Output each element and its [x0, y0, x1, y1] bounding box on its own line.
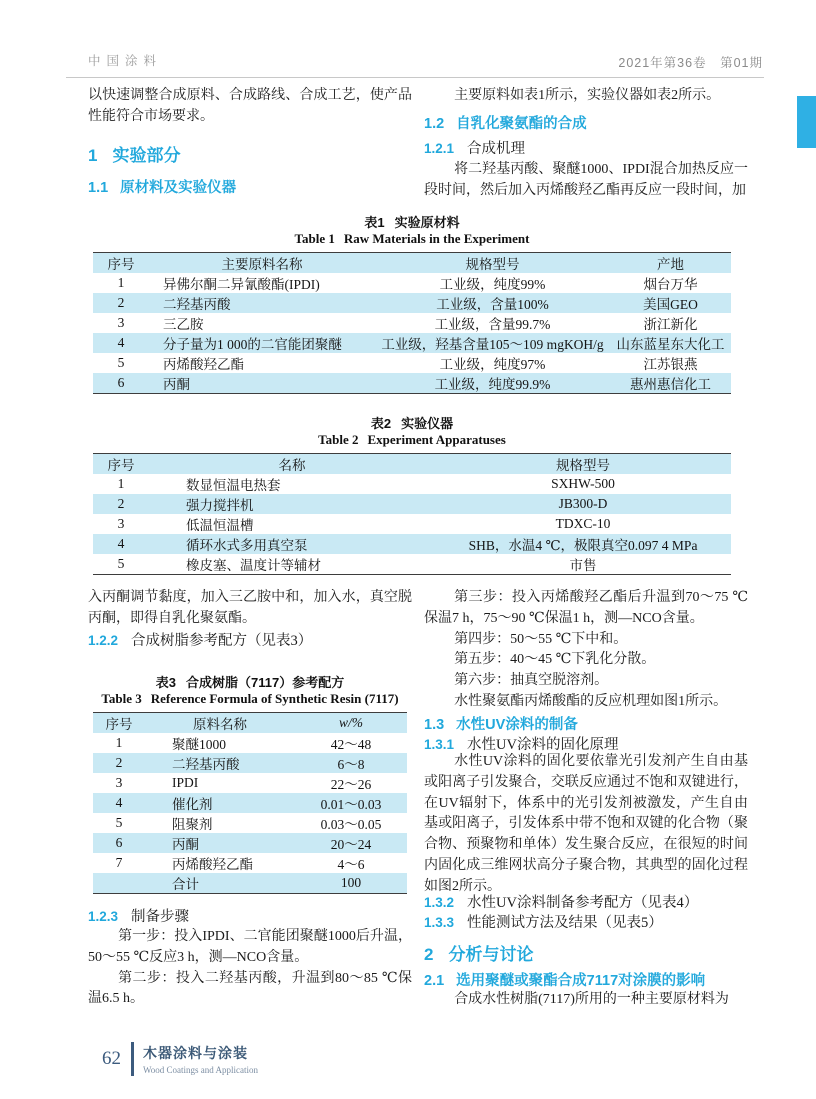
table-cell: 1	[117, 476, 125, 491]
table-cell	[93, 873, 145, 894]
section-title: 制备步骤	[131, 909, 190, 925]
table-row	[93, 293, 731, 313]
table-cell: 二羟基丙酸	[163, 297, 231, 312]
table-cell: JB300-D	[558, 496, 608, 511]
section-number: 1.3.2	[424, 895, 455, 910]
section-number: 1.2.2	[88, 633, 119, 648]
table-cell: 42～48	[330, 737, 372, 752]
section-2-heading	[424, 940, 748, 965]
table-row	[93, 494, 731, 514]
table-row	[93, 733, 407, 753]
table-header-cell: 原料名称	[193, 717, 247, 732]
table-row	[93, 514, 731, 534]
table-cell: 二羟基丙酸	[172, 757, 240, 772]
section-title: 性能测试方法及结果（见表5）	[467, 915, 663, 931]
table-caption-title: 实验仪器	[401, 416, 454, 431]
table-cell: 4	[117, 536, 125, 551]
materials-reference-paragraph	[424, 86, 748, 107]
data-table	[93, 712, 407, 894]
section-title: 自乳化聚氨酯的合成	[456, 116, 587, 132]
table-cell: 22～26	[330, 777, 372, 792]
paragraph: 主要原料如表1所示，实验仪器如表2所示。	[454, 88, 721, 103]
table-cell: 催化剂	[172, 797, 213, 812]
table-cell: 市售	[569, 558, 597, 573]
section-title: 实验部分	[112, 146, 181, 165]
table-cell: 美国GEO	[643, 297, 698, 312]
data-table	[93, 453, 731, 575]
table-cell: 6	[117, 375, 125, 390]
table-cell: 20～24	[330, 837, 372, 852]
table-cell: 工业级，羟基含量105～109 mgKOH/g	[381, 337, 604, 352]
issue-info: 2021年第36卷 第01期	[618, 56, 763, 70]
footer-section-title-en: Wood Coatings and Application	[143, 1065, 259, 1075]
step-paragraph: 第五步：40～45 ℃下乳化分散。	[454, 652, 656, 668]
table-cell: 4～6	[337, 857, 365, 872]
section-number: 1	[88, 146, 98, 165]
section-number: 1.3	[424, 717, 445, 733]
table-row	[93, 773, 407, 793]
footer-section-titles	[143, 1043, 258, 1075]
table-cell: 分子量为1 000的二官能团聚醚	[163, 337, 342, 352]
table2-caption-en	[93, 432, 731, 450]
table2-caption-cn	[93, 413, 731, 431]
table-cell: 异佛尔酮二异氰酸酯(IPDI)	[163, 277, 320, 292]
section-1-3-1-heading	[424, 733, 748, 754]
table-header-row	[93, 253, 731, 274]
table-cell: 强力搅拌机	[186, 498, 254, 513]
table-cell: 4	[117, 335, 125, 350]
table-row	[93, 273, 731, 293]
table-row	[93, 474, 731, 494]
table-cell: 阻聚剂	[172, 817, 213, 832]
table-header-cell: 主要原料名称	[221, 257, 303, 272]
step-paragraph: 第六步：抽真空脱溶剂。	[454, 673, 609, 689]
discussion-intro-paragraph	[424, 990, 748, 1011]
table-cell: 1	[115, 735, 123, 750]
table1-caption-en	[93, 231, 731, 249]
section-title: 水性UV涂料制备参考配方（见表4）	[467, 895, 699, 911]
table-cell: 循环水式多用真空泵	[186, 538, 308, 553]
table-cell: TDXC-10	[555, 516, 611, 531]
table-header-cell: 产地	[657, 257, 684, 272]
section-number: 1.2	[424, 116, 445, 132]
table-cell: 数显恒温电热套	[186, 478, 281, 493]
raw-materials-table	[93, 252, 731, 394]
table-header-row	[93, 454, 731, 475]
table1-block	[93, 212, 731, 394]
section-1-1-heading	[88, 176, 412, 197]
section-1-3-3-heading	[424, 911, 748, 932]
table-caption-label: 表1	[364, 215, 385, 230]
section-1-2-3-heading	[88, 905, 412, 926]
table-cell: 6	[115, 835, 123, 850]
table-cell: 丙烯酸羟乙酯	[172, 857, 253, 872]
table-cell: 低温恒温槽	[186, 518, 254, 533]
section-number: 1.3.3	[424, 915, 455, 930]
step-paragraph: 第二步：投入二羟基丙酸，升温到80～85 ℃保温6.5 h。	[88, 970, 412, 1007]
section-1-heading	[88, 141, 412, 166]
table-row	[93, 873, 407, 894]
table-cell: 5	[117, 556, 125, 571]
section-number: 2.1	[424, 973, 445, 989]
table3-block	[93, 672, 407, 894]
table-cell: 浙江新化	[643, 317, 698, 332]
table-caption-label: 表3	[155, 675, 177, 690]
section-title: 合成树脂参考配方（见表3）	[131, 633, 313, 649]
table-cell: 工业级，含量100%	[436, 297, 549, 312]
table-cell: 1	[117, 275, 125, 290]
table-cell: 6～8	[337, 757, 365, 772]
section-title: 合成机理	[467, 141, 526, 157]
table-caption-title: 合成树脂（7117）参考配方	[186, 675, 345, 690]
table3-caption-en	[93, 691, 407, 709]
table-cell: 2	[117, 295, 125, 310]
section-number: 1.2.3	[88, 909, 119, 924]
table-row	[93, 534, 731, 554]
procedure-steps-right	[424, 588, 748, 713]
table-caption-title: Reference Formula of Synthetic Resin (7117)	[150, 691, 399, 706]
page-number: 62	[102, 1048, 121, 1069]
table-caption-title: Raw Materials in the Experiment	[343, 231, 530, 246]
table-row	[93, 813, 407, 833]
table-caption-title: Experiment Apparatuses	[367, 432, 506, 447]
table-row	[93, 833, 407, 853]
table-header-cell: 名称	[278, 458, 306, 473]
table-cell: SXHW-500	[551, 476, 615, 491]
table-cell: 三乙胺	[163, 317, 204, 332]
table-cell: 丙酮	[172, 837, 199, 852]
table-cell: 3	[117, 315, 125, 330]
table-cell: 合计	[172, 877, 199, 892]
table2-block	[93, 413, 731, 575]
table-row	[93, 554, 731, 575]
table-cell: 烟台万华	[643, 277, 698, 292]
table-cell: 丙烯酸羟乙酯	[163, 357, 244, 372]
table-caption-label: Table 3	[101, 691, 142, 706]
formula-table	[93, 712, 407, 894]
intro-paragraph: 以快速调整合成原料、合成路线、合成工艺，使产品性能符合市场要求。	[88, 88, 412, 124]
issue-marker-block	[797, 96, 816, 148]
section-1-2-heading	[424, 112, 748, 133]
step-paragraph: 第四步：50～55 ℃下中和。	[454, 631, 628, 647]
table-header-cell: 序号	[105, 717, 133, 732]
table1-caption-cn	[93, 212, 731, 230]
section-1-3-2-heading	[424, 891, 748, 912]
table-cell: 工业级，纯度99%	[439, 277, 546, 292]
table-cell: 4	[115, 795, 123, 810]
table3-caption-cn	[93, 672, 407, 690]
footer-section-title-cn: 木器涂料与涂装	[143, 1045, 248, 1061]
section-number: 1.1	[88, 180, 109, 196]
table-cell: 5	[115, 815, 123, 830]
section-1-2-2-heading	[88, 629, 412, 650]
after-table2-paragraph: 入丙酮调节黏度，加入三乙胺中和，加入水，真空脱丙酮，即得自乳化聚氨酯。	[88, 590, 412, 626]
table-cell: 3	[115, 775, 123, 790]
table-cell: 山东蓝星东大化工	[616, 337, 725, 352]
section-title: 选用聚醚或聚酯合成7117对涂膜的影响	[456, 973, 706, 989]
table-row	[93, 353, 731, 373]
section-number: 1.2.1	[424, 141, 455, 156]
table-cell: 100	[340, 875, 362, 890]
section-title: 分析与讨论	[448, 945, 534, 964]
table-cell: 5	[117, 355, 125, 370]
mechanism-paragraph	[424, 160, 748, 202]
section-1-2-1-heading	[424, 137, 748, 158]
table-header-cell: 序号	[107, 458, 135, 473]
section-1-3-heading	[424, 713, 748, 734]
table-cell: 工业级，纯度99.9%	[434, 377, 551, 392]
table-cell: IPDI	[172, 775, 199, 790]
section-number: 1.3.1	[424, 737, 455, 752]
table-cell: 0.01～0.03	[320, 797, 382, 812]
section-title: 水性UV涂料的固化原理	[467, 737, 619, 753]
table-cell: 丙酮	[163, 377, 190, 392]
table-row	[93, 793, 407, 813]
table-row	[93, 753, 407, 773]
section-title: 水性UV涂料的制备	[456, 717, 578, 733]
table-row	[93, 333, 731, 353]
table-caption-label: Table 1	[294, 231, 335, 246]
header-rule	[66, 77, 764, 78]
footer-divider	[131, 1042, 134, 1076]
table-header-cell: w/%	[338, 715, 363, 730]
table-cell: 2	[117, 496, 125, 511]
table-cell: 7	[115, 855, 123, 870]
paragraph: 水性UV涂料的固化要依靠光引发剂产生自由基或阳离子引发聚合，交联反应通过不饱和双键进行，在UV辐射下，体系中的光引发剂被激发，产生自由基或阳离子，引发体系中带不饱和双键的化合物（聚合物、预聚物和单体）发生聚合反应，在很短的时间内固化成三维网状高分子聚合物，其典型的固化过程如图2所示。	[424, 754, 748, 894]
journal-name: 中国涂料	[88, 54, 163, 68]
page-footer	[102, 1042, 258, 1076]
table-cell: 聚醚1000	[172, 737, 226, 752]
procedure-steps-left	[88, 927, 412, 1010]
table-row	[93, 373, 731, 394]
curing-principle-paragraph	[424, 752, 748, 898]
table-cell: 3	[117, 516, 125, 531]
step-paragraph: 第一步：投入IPDI、二官能团聚醚1000后升温，50～55 ℃反应3 h，测—NCO含量。	[88, 929, 412, 965]
table-caption-title: 实验原材料	[394, 215, 460, 230]
data-table	[93, 252, 731, 394]
table-caption-label: 表2	[370, 416, 392, 431]
table-cell: 2	[115, 755, 123, 770]
section-number: 2	[424, 945, 434, 964]
table-header-cell: 序号	[107, 257, 135, 272]
table-cell: 橡皮塞、温度计等辅材	[186, 558, 321, 573]
table-cell: 0.03～0.05	[320, 817, 382, 832]
apparatus-table	[93, 453, 731, 575]
paragraph: 将二羟基丙酸、聚醚1000、IPDI混合加热反应一段时间，然后加入丙烯酸羟乙酯再反应一段时间，加	[424, 162, 748, 198]
table-header-cell: 规格型号	[556, 458, 610, 473]
table-cell: 惠州惠信化工	[630, 377, 711, 392]
table-cell: SHB，水温4 ℃，极限真空0.097 4 MPa	[468, 538, 698, 553]
table-header-row	[93, 713, 407, 734]
table-row	[93, 313, 731, 333]
table-cell: 工业级，含量99.7%	[434, 317, 551, 332]
table-header-cell: 规格型号	[465, 257, 520, 272]
table-row	[93, 853, 407, 873]
section-2-1-heading	[424, 969, 748, 990]
table-cell: 工业级，纯度97%	[439, 357, 546, 372]
step-paragraph: 第三步：投入丙烯酸羟乙酯后升温到70～75 ℃保温7 h，75～90 ℃保温1 h，测—NCO含量。	[424, 590, 748, 626]
mechanism-figure-sentence: 水性聚氨酯丙烯酸酯的反应机理如图1所示。	[454, 693, 728, 709]
paragraph: 合成水性树脂(7117)所用的一种主要原材料为	[454, 992, 729, 1007]
table-cell: 江苏银燕	[643, 357, 698, 372]
section-title: 原材料及实验仪器	[120, 180, 237, 196]
table-caption-label: Table 2	[318, 432, 359, 447]
